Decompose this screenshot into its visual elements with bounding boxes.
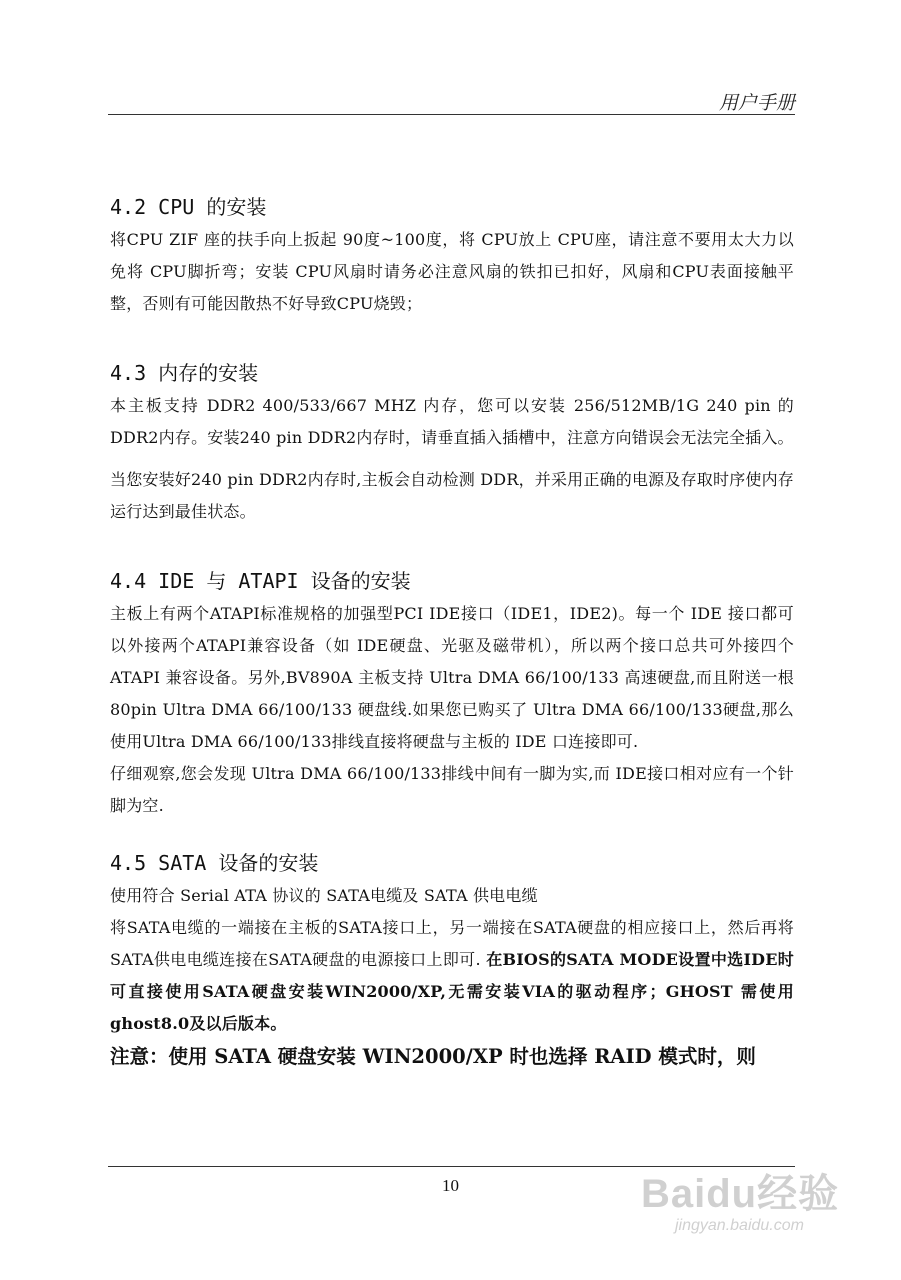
baidu-watermark xyxy=(641,1172,841,1242)
section-title: 4.2 CPU 的安装 xyxy=(110,195,267,219)
page-content xyxy=(110,190,794,1074)
paragraph: 使用符合 Serial ATA 协议的 SATA电缆及 SATA 供电电缆 xyxy=(110,886,538,905)
header-title: 用户手册 xyxy=(718,92,795,114)
paragraph: 仔细观察,您会发现 Ultra DMA 66/100/133排线中间有一脚为实,而 IDE接口相对应有一个针脚为空. xyxy=(110,764,794,815)
footer-rule xyxy=(108,1166,795,1167)
section-cpu xyxy=(110,190,794,320)
section-ide xyxy=(110,564,794,822)
header-rule xyxy=(108,114,795,115)
watermark-logo: Baidu经验 xyxy=(641,1172,840,1216)
section-title: 4.4 IDE 与 ATAPI 设备的安装 xyxy=(110,569,411,593)
paragraph: 将CPU ZIF 座的扶手向上扳起 90度~100度，将 CPU放上 CPU座，请注意不要用太大力以免将 CPU脚折弯；安装 CPU风扇时请务必注意风扇的铁扣已扣好，风扇和CPU表面接触平整，否则有可能因散热不好导致CPU烧毁； xyxy=(110,230,794,313)
watermark-url: jingyan.baidu.com xyxy=(675,1217,804,1234)
paragraph: 当您安装好240 pin DDR2内存时,主板会自动检测 DDR，并采用正确的电源及存取时序使内存运行达到最佳状态。 xyxy=(110,470,794,521)
section-title: 4.3 内存的安装 xyxy=(110,361,259,385)
section-sata xyxy=(110,846,794,1074)
paragraph-text: 将SATA电缆的一端接在主板的SATA接口上，另一端接在SATA硬盘的相应接口上，然后再将SATA供电电缆连接在SATA硬盘的电源接口上即可. xyxy=(110,918,794,969)
paragraph: 本主板支持 DDR2 400/533/667 MHZ 内存，您可以安装 256/512MB/1G 240 pin 的DDR2内存。安装240 pin DDR2内存时，请垂直插入插槽中，注意方向错误会无法完全插入。 xyxy=(110,396,794,447)
paragraph: 主板上有两个ATAPI标准规格的加强型PCI IDE接口（IDE1，IDE2)。每一个 IDE 接口都可以外接两个ATAPI兼容设备（如 IDE硬盘、光驱及磁带机），所以两个接口总共可外接四个 ATAPI 兼容设备。另外,BV890A 主板支持 Ultra DMA 66/100/133 高速硬盘,而且附送一根 80pin Ultra DMA 66/100/133 硬盘线.如果您已购买了 Ultra DMA 66/100/133硬盘,那么使用Ultra DMA 66/100/133排线直接将硬盘与主板的 IDE 口连接即可. xyxy=(110,604,794,751)
page-number: 10 xyxy=(442,1176,459,1195)
note-text: 注意：使用 SATA 硬盘安装 WIN2000/XP 时也选择 RAID 模式时，则 xyxy=(110,1045,756,1068)
section-title: 4.5 SATA 设备的安装 xyxy=(110,851,319,875)
section-memory xyxy=(110,356,794,528)
paragraph xyxy=(110,912,794,1040)
bold-instruction: 在BIOS的SATA MODE设置中选IDE时可直接使用SATA硬盘安装WIN2000/XP,无需安装VIA的驱动程序；GHOST 需使用 ghost8.0及以后版本。 xyxy=(110,950,794,1033)
